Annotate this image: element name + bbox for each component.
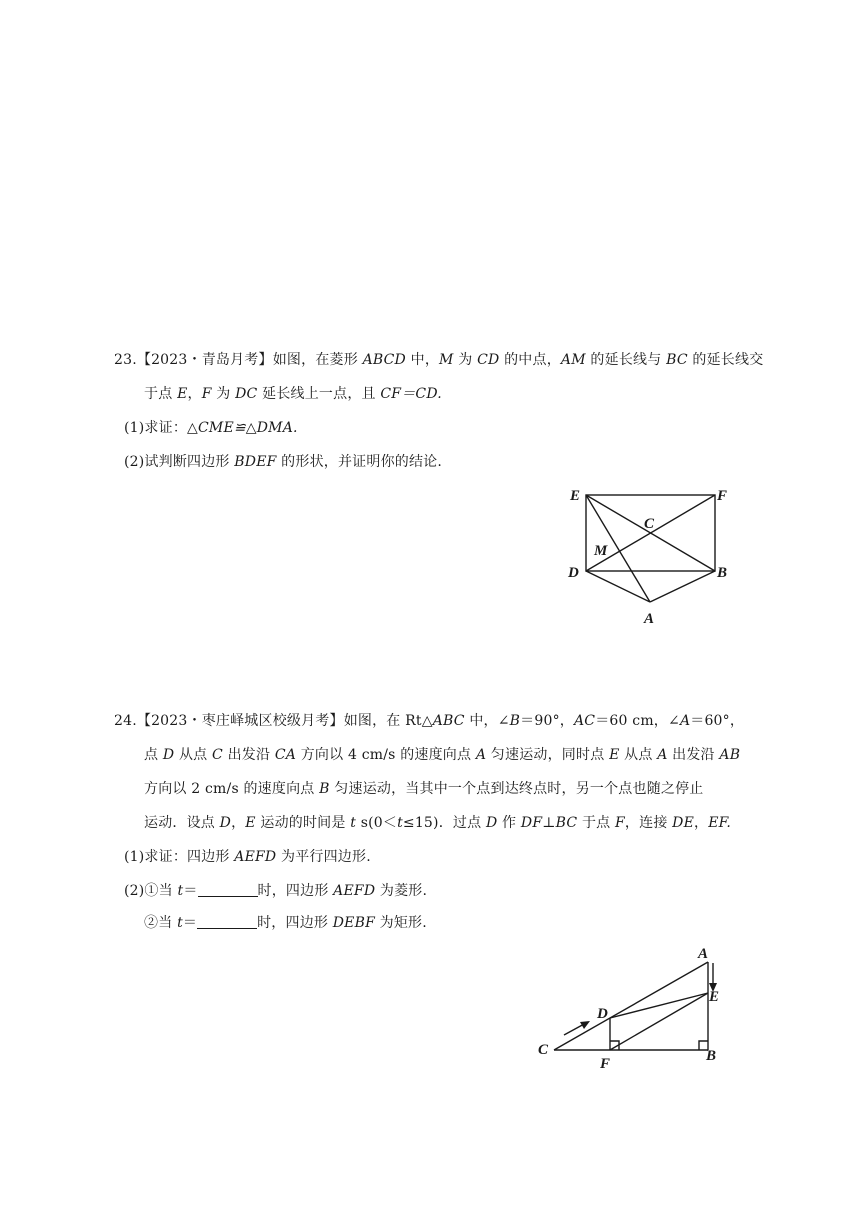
answer-blank-2[interactable]	[197, 914, 257, 929]
q24-line-3: 方向以 2 cm/s 的速度向点 B 匀速运动，当其中一个点到达终点时，另一个点也随之停止	[144, 781, 704, 797]
q24-line-4: 运动．设点 D，E 运动的时间是 t s(0＜t≤15)．过点 D 作 DF⊥BC 于点 F，连接 DE，EF.	[144, 815, 732, 831]
q24-part-2-2: ②当 t＝ 时，四边形 DEBF 为矩形.	[144, 915, 427, 931]
segment-DE	[610, 993, 708, 1018]
q24-line-1: 24.【2023・枣庄峄城区校级月考】如图，在 Rt△ABC 中，∠B＝90°，AC＝60 cm，∠A＝60°，	[114, 713, 745, 729]
label-E: E	[709, 989, 720, 1005]
label-A: A	[644, 611, 655, 627]
label-B: B	[717, 565, 728, 581]
segment-BA	[650, 571, 715, 602]
label-F: F	[600, 1056, 611, 1072]
q24-part-1: (1)求证：四边形 AEFD 为平行四边形.	[124, 849, 371, 865]
rhombus-figure	[560, 480, 740, 630]
label-E: E	[570, 488, 581, 504]
label-M: M	[594, 543, 608, 559]
label-A: A	[698, 946, 709, 962]
answer-blank-1[interactable]	[198, 882, 258, 897]
right-triangle-figure	[534, 940, 734, 1075]
q23-line-2: 于点 E，F 为 DC 延长线上一点，且 CF＝CD.	[144, 386, 442, 402]
label-F: F	[717, 488, 728, 504]
label-D: D	[597, 1006, 608, 1022]
label-D: D	[568, 565, 579, 581]
q24-part-2-1: (2)①当 t＝ 时，四边形 AEFD 为菱形.	[124, 883, 428, 899]
label-B: B	[706, 1048, 717, 1064]
segment-FE	[610, 993, 708, 1050]
q23-part-2: (2)试判断四边形 BDEF 的形状，并证明你的结论.	[124, 454, 443, 470]
label-C: C	[644, 516, 655, 532]
q24-line-2: 点 D 从点 C 出发沿 CA 方向以 4 cm/s 的速度向点 A 匀速运动，同时点 E 从点 A 出发沿 AB	[144, 747, 741, 763]
label-C: C	[538, 1042, 549, 1058]
q23-part-1: (1)求证：△CME≌△DMA.	[124, 420, 298, 436]
q23-line-1: 23.【2023・青岛月考】如图，在菱形 ABCD 中，M 为 CD 的中点，AM 的延长线与 BC 的延长线交	[114, 352, 764, 368]
